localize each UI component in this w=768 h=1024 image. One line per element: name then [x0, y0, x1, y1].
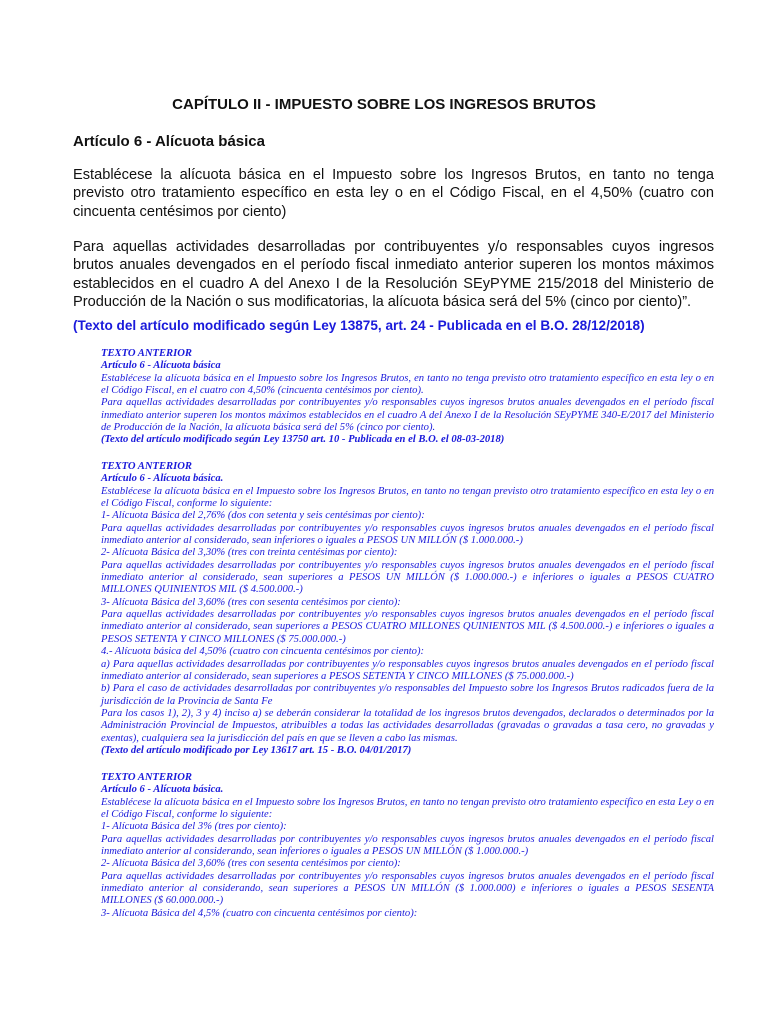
previous-text-line: Para los casos 1), 2), 3 y 4) inciso a) se deberán considerar la totalidad de los ingresos brutos devengados, declarados o determinados por la Administración Provincial de Impuestos, atribuibles a todas las actividades desarrolladas (gravadas o gravadas a tasa cero, no gravadas y exentas), cualquiera sea la jurisdicción del país en que se lleven a cabo las mismas.: [101, 707, 714, 744]
previous-text-block: [101, 348, 714, 447]
previous-text-title: Artículo 6 - Alícuota básica.: [101, 784, 224, 796]
previous-text-line: 3- Alícuota Básica del 3,60% (tres con sesenta centésimos por ciento):: [101, 596, 401, 608]
previous-text-line: 4.- Alícuota básica del 4,50% (cuatro con cincuenta centésimos por ciento):: [101, 646, 425, 658]
previous-text-note: (Texto del artículo modificado por Ley 13617 art. 15 - B.O. 04/01/2017): [101, 744, 412, 756]
previous-text-line: 1- Alícuota Básica del 2,76% (dos con setenta y seis centésimas por ciento):: [101, 510, 425, 522]
previous-text-line: Para aquellas actividades desarrolladas por contribuyentes y/o responsables cuyos ingresos brutos anuales devengados en el período fiscal inmediato anterior al considerando, sean inferiores o iguales a PESOS UN MILLÓN ($ 1.000.000.-): [101, 833, 714, 858]
previous-text-title: Artículo 6 - Alícuota básica.: [101, 473, 224, 485]
previous-text-block: [101, 772, 714, 920]
previous-text-line: Para aquellas actividades desarrolladas por contribuyentes y/o responsables cuyos ingresos brutos anuales devengados en el período fiscal inmediato anterior al considerado, sean superiores a PESOS CUATRO MILLONES QUINIENTOS MIL ($ 4.500.000.-) e inferiores o iguales a PESOS SETENTA Y CINCO MILLONES ($ 75.000.000.-): [101, 609, 714, 645]
previous-text-header: TEXTO ANTERIOR: [101, 772, 192, 783]
article-paragraph-1: Establécese la alícuota básica en el Impuesto sobre los Ingresos Brutos, en tanto no tenga previsto otro tratamiento específico en esta ley o en el Código Fiscal, en el 4,50% (cuatro con cincuenta centésimos por ciento): [73, 167, 714, 220]
previous-text-line: 3- Alícuota Básica del 4,5% (cuatro con cincuenta centésimos por ciento):: [101, 907, 418, 919]
previous-text-note: (Texto del artículo modificado según Ley 13750 art. 10 - Publicada en el B.O. el 08-03-2018): [101, 434, 505, 446]
previous-text-line: Establécese la alícuota básica en el Impuesto sobre los Ingresos Brutos, en tanto no tengan previsto otro tratamiento específico en esta Ley o en el Código Fiscal, conforme lo siguiente:: [101, 796, 714, 821]
previous-text-header: TEXTO ANTERIOR: [101, 348, 192, 359]
chapter-title: CAPÍTULO II - IMPUESTO SOBRE LOS INGRESOS BRUTOS: [172, 96, 596, 113]
previous-text-block: [101, 461, 714, 757]
previous-text-line: Para aquellas actividades desarrolladas por contribuyentes y/o responsables cuyos ingresos brutos anuales devengados en el período fiscal inmediato anterior al considerado, sean superiores a PESOS UN MILLÓN ($ 1.000.000.-) e inferiores o iguales a PESOS CUATRO MILLONES QUINIENTOS MIL ($ 4.500.000.-): [101, 559, 714, 596]
previous-text-line: b) Para el caso de actividades desarrolladas por contribuyentes y/o responsables del Impuesto sobre los Ingresos Brutos radicados fuera de la jurisdicción de la Provincia de Santa Fe: [101, 683, 714, 707]
previous-text-line: 2- Alícuota Básica del 3,30% (tres con treinta centésimas por ciento):: [101, 547, 398, 559]
previous-text-header: TEXTO ANTERIOR: [101, 461, 192, 472]
previous-text-line: a) Para aquellas actividades desarrolladas por contribuyentes y/o responsables cuyos ingresos brutos anuales devengados en el período fiscal inmediato anterior al considerado, sean superiores a PESOS SETENTA Y CINCO MILLONES ($ 75.000.000.-): [101, 658, 714, 682]
previous-text-line: 2- Alícuota Básica del 3,60% (tres con sesenta centésimos por ciento):: [101, 858, 401, 870]
previous-text-line: Para aquellas actividades desarrolladas por contribuyentes y/o responsables cuyos ingresos brutos anuales devengados en el período fiscal inmediato anterior superen los montos máximos establecidos en el cuadro A del Anexo I de la Resolución SEyPYME 340-E/2017 del Ministerio de Producción de la Nación, la alícuota básica será del 5% (cinco por ciento).: [101, 397, 714, 434]
article-title: Artículo 6 - Alícuota básica: [73, 133, 265, 150]
previous-text-line: Establécese la alícuota básica en el Impuesto sobre los Ingresos Brutos, en tanto no tenga previsto otro tratamiento específico en esta ley o en el Código Fiscal, en el cuatro con 4,50% (cincuenta centésimos por ciento).: [101, 372, 714, 397]
previous-text-title: Artículo 6 - Alícuota básica: [101, 360, 221, 372]
previous-text-line: 1- Alícuota Básica del 3% (tres por ciento):: [101, 821, 287, 833]
previous-text-line: Para aquellas actividades desarrolladas por contribuyentes y/o responsables cuyos ingresos brutos anuales devengados en el período fiscal inmediato anterior al considerando, sean superiores a PESOS UN MILLÓN ($ 1.000.000) e inferiores o iguales a PESOS SESENTA MILLONES ($ 60.000.000.-): [101, 870, 714, 907]
modification-note: (Texto del artículo modificado según Ley 13875, art. 24 - Publicada en el B.O. 28/12/2018): [73, 318, 645, 333]
previous-text-line: Para aquellas actividades desarrolladas por contribuyentes y/o responsables cuyos ingresos brutos anuales devengados en el período fiscal inmediato anterior al considerado, sean inferiores o iguales a PESOS UN MILLÓN ($ 1.000.000.-): [101, 522, 714, 547]
article-paragraph-2: Para aquellas actividades desarrolladas por contribuyentes y/o responsables cuyos ingresos brutos anuales devengados en el período fiscal inmediato anterior superen los montos máximos establecidos en el cuadro A del Anexo I de la Resolución SEyPYME 215/2018 del Ministerio de Producción de la Nación o sus modificatorias, la alícuota básica será del 5% (cinco por ciento)”.: [73, 239, 714, 310]
previous-text-line: Establécese la alícuota básica en el Impuesto sobre los Ingresos Brutos, en tanto no tengan previsto otro tratamiento específico en esta ley o en el Código Fiscal, conforme lo siguiente:: [101, 485, 714, 510]
